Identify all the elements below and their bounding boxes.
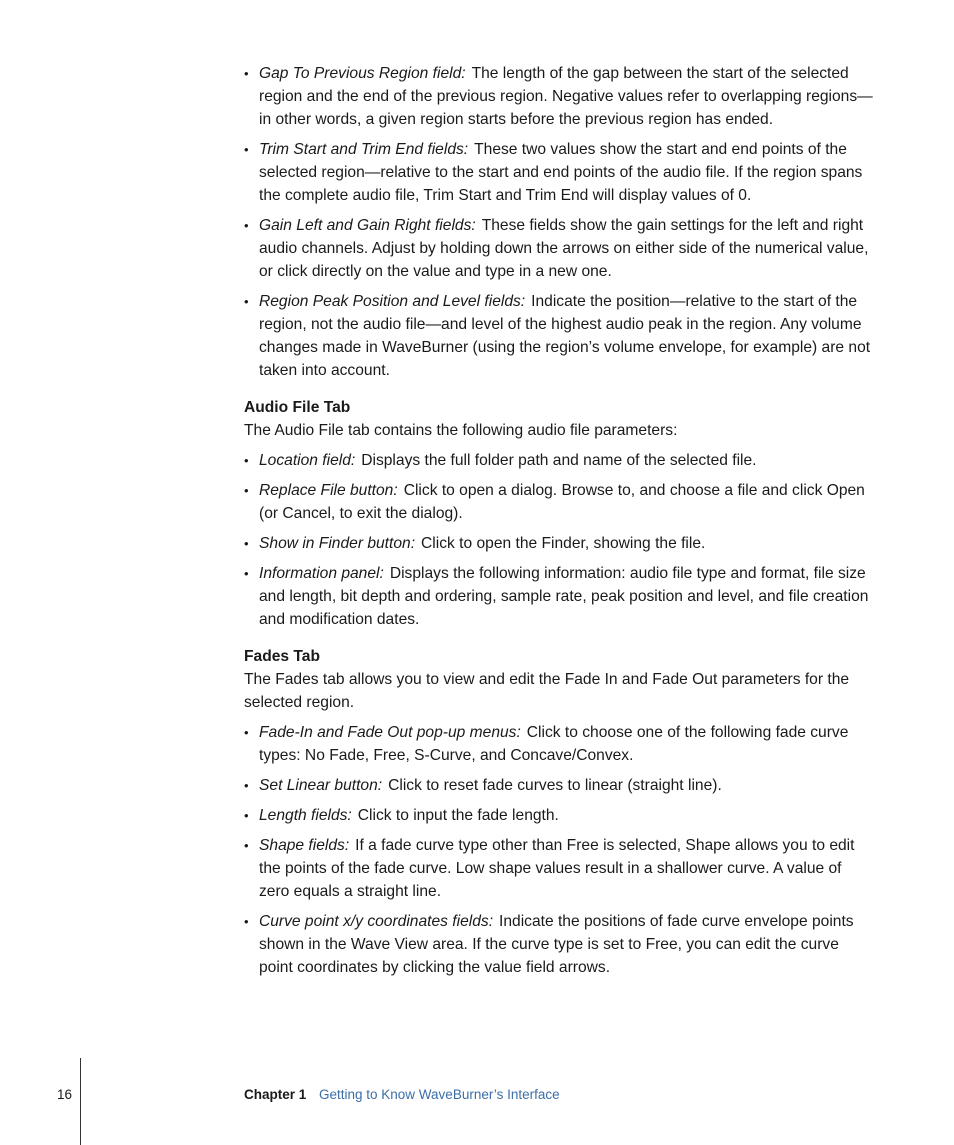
item-term: Show in Finder button: bbox=[259, 535, 416, 552]
chapter-title: Getting to Know WaveBurner’s Interface bbox=[319, 1087, 560, 1102]
list-item bbox=[244, 910, 876, 979]
item-text: Displays the full folder path and name of the selected file. bbox=[361, 452, 757, 469]
footer-divider bbox=[80, 1058, 81, 1145]
item-term: Length fields: bbox=[259, 807, 352, 824]
item-text: Click to open a dialog. Browse to, and choose a file and click Open (or Cancel, to exit the dialog). bbox=[259, 482, 865, 522]
item-text: Displays the following information: audio file type and format, file size and length, bit depth and ordering, sample rate, peak position and level, and file creation and modification dates. bbox=[259, 565, 869, 628]
list-item bbox=[244, 214, 876, 283]
item-text: Indicate the positions of fade curve envelope points shown in the Wave View area. If the curve type is set to Free, you can edit the curve point coordinates by clicking the value field arrows. bbox=[259, 913, 854, 976]
item-term: Trim Start and Trim End fields: bbox=[259, 141, 469, 158]
item-text: Indicate the position—relative to the start of the region, not the audio file—and level of the highest audio peak in the region. Any volume changes made in WaveBurner (using the region’s volume envelope, for example) are not taken into account. bbox=[259, 293, 871, 379]
list-item bbox=[244, 290, 876, 382]
item-term: Location field: bbox=[259, 452, 356, 469]
item-term: Gap To Previous Region field: bbox=[259, 65, 466, 82]
chapter-label: Chapter 1 bbox=[244, 1087, 307, 1102]
audio-file-tab-list bbox=[244, 449, 876, 631]
item-term: Set Linear button: bbox=[259, 777, 383, 794]
item-text: The length of the gap between the start of the selected region and the end of the previous region. Negative values refer to overlapping regions—in other words, a given region starts before the previous region has ended. bbox=[259, 65, 873, 128]
item-term: Information panel: bbox=[259, 565, 384, 582]
list-item bbox=[244, 774, 876, 797]
list-item bbox=[244, 479, 876, 525]
page-footer bbox=[0, 1085, 954, 1107]
list-item bbox=[244, 62, 876, 131]
item-text: Click to choose one of the following fade curve types: No Fade, Free, S-Curve, and Concave/Convex. bbox=[259, 724, 849, 764]
item-text: Click to open the Finder, showing the file. bbox=[421, 535, 706, 552]
list-item bbox=[244, 562, 876, 631]
audio-file-tab-intro: The Audio File tab contains the following audio file parameters: bbox=[244, 422, 678, 439]
item-text: Click to input the fade length. bbox=[357, 807, 559, 824]
item-text: Click to reset fade curves to linear (straight line). bbox=[388, 777, 722, 794]
list-item bbox=[244, 138, 876, 207]
list-item bbox=[244, 834, 876, 903]
fades-tab-list bbox=[244, 721, 876, 979]
fades-tab-intro: The Fades tab allows you to view and edit the Fade In and Fade Out parameters for the selected region. bbox=[244, 671, 850, 711]
item-text: These fields show the gain settings for the left and right audio channels. Adjust by holding down the arrows on either side of the numerical value, or click directly on the value and type in a new one. bbox=[259, 217, 869, 280]
item-term: Gain Left and Gain Right fields: bbox=[259, 217, 476, 234]
page-content bbox=[244, 62, 876, 986]
list-item bbox=[244, 721, 876, 767]
list-item bbox=[244, 532, 876, 555]
fades-tab-heading: Fades Tab bbox=[244, 648, 320, 665]
item-text: These two values show the start and end points of the selected region—relative to the start and end points of the audio file. If the region spans the complete audio file, Trim Start and Trim End will display values of 0. bbox=[259, 141, 863, 204]
list-item bbox=[244, 804, 876, 827]
item-term: Replace File button: bbox=[259, 482, 398, 499]
page-number: 16 bbox=[57, 1087, 73, 1102]
item-term: Shape fields: bbox=[259, 837, 350, 854]
item-text: If a fade curve type other than Free is selected, Shape allows you to edit the points of the fade curve. Low shape values result in a shallower curve. A value of zero equals a straight line. bbox=[259, 837, 855, 900]
item-term: Curve point x/y coordinates fields: bbox=[259, 913, 494, 930]
item-term: Fade-In and Fade Out pop-up menus: bbox=[259, 724, 521, 741]
audio-file-tab-heading: Audio File Tab bbox=[244, 399, 351, 416]
list-item bbox=[244, 449, 876, 472]
item-term: Region Peak Position and Level fields: bbox=[259, 293, 526, 310]
region-fields-list bbox=[244, 62, 876, 382]
